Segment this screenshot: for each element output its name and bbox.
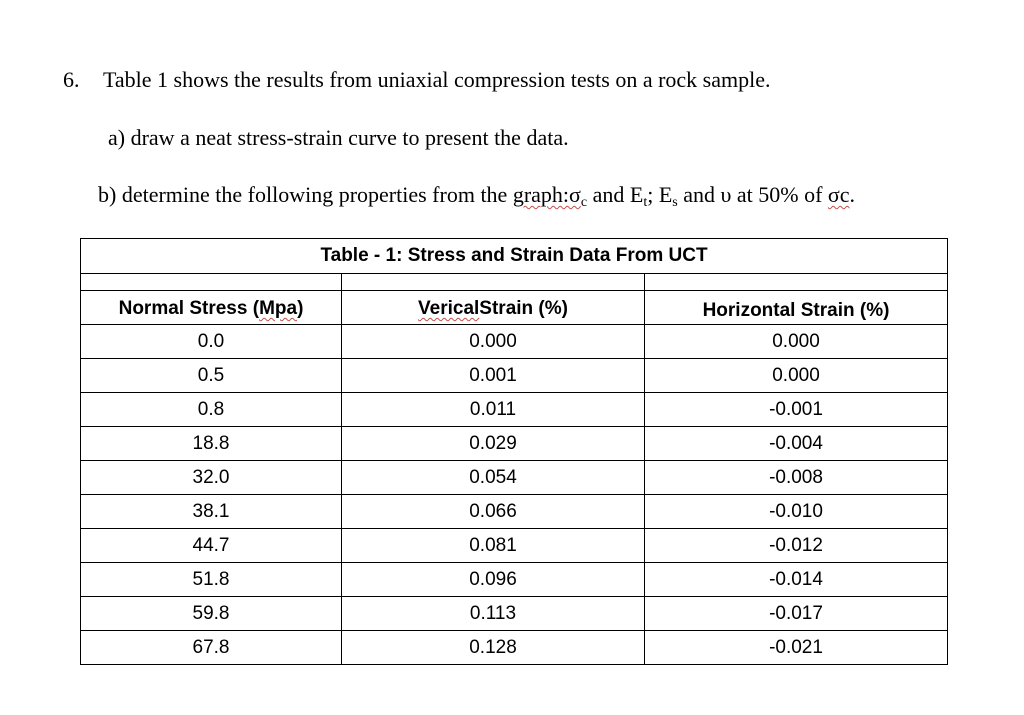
question-number: 6. <box>63 67 80 92</box>
cell-vertical-strain: 0.113 <box>342 597 645 631</box>
header-horizontal-strain: Horizontal Strain (%) <box>645 291 948 325</box>
cell-vertical-strain: 0.011 <box>342 393 645 427</box>
part-b-graph-word: $graph:\sigma_c$ <box>512 182 588 210</box>
cell-horizontal-strain: -0.010 <box>645 495 948 529</box>
part-b-sep: ; E <box>647 182 673 207</box>
cell-normal-stress: 59.8 <box>81 597 342 631</box>
cell-normal-stress: 32.0 <box>81 461 342 495</box>
cell-normal-stress: 38.1 <box>81 495 342 529</box>
cell-horizontal-strain: 0.000 <box>645 359 948 393</box>
cell-vertical-strain: 0.029 <box>342 427 645 461</box>
table-row <box>81 359 948 393</box>
cell-normal-stress: 51.8 <box>81 563 342 597</box>
cell-normal-stress: 0.8 <box>81 393 342 427</box>
cell-horizontal-strain: 0.000 <box>645 325 948 359</box>
table-row <box>81 563 948 597</box>
cell-horizontal-strain: -0.004 <box>645 427 948 461</box>
cell-normal-stress: 67.8 <box>81 631 342 665</box>
table-row <box>81 495 948 529</box>
cell-normal-stress: 44.7 <box>81 529 342 563</box>
part-b-prefix: b) determine the following properties from the <box>98 182 513 207</box>
cell-vertical-strain: 0.066 <box>342 495 645 529</box>
part-b-end: . <box>849 182 856 207</box>
table-header-row <box>81 291 948 325</box>
part-b-mid: and υ at 50% of <box>677 182 828 207</box>
table-caption: Table - 1: Stress and Strain Data From UCT <box>81 239 948 274</box>
header-vertical-strain: VericalStrain (%) <box>342 291 645 325</box>
cell-vertical-strain: 0.081 <box>342 529 645 563</box>
cell-horizontal-strain: -0.012 <box>645 529 948 563</box>
cell-vertical-strain: 0.128 <box>342 631 645 665</box>
question-text: Table 1 shows the results from uniaxial compression tests on a rock sample. <box>103 67 771 92</box>
cell-normal-stress: 0.0 <box>81 325 342 359</box>
cell-horizontal-strain: -0.014 <box>645 563 948 597</box>
table-row <box>81 597 948 631</box>
table-row <box>81 631 948 665</box>
cell-horizontal-strain: -0.001 <box>645 393 948 427</box>
uct-data-table <box>80 238 948 665</box>
part-b-sigma-c: σc <box>827 182 850 207</box>
question-part-a: a) draw a neat stress-strain curve to present the data. <box>108 125 569 150</box>
cell-horizontal-strain: -0.021 <box>645 631 948 665</box>
cell-horizontal-strain: -0.017 <box>645 597 948 631</box>
cell-vertical-strain: 0.054 <box>342 461 645 495</box>
cell-vertical-strain: 0.000 <box>342 325 645 359</box>
cell-normal-stress: 0.5 <box>81 359 342 393</box>
part-b-sub-s: s <box>672 195 678 210</box>
table-row <box>81 427 948 461</box>
table-row <box>81 461 948 495</box>
cell-vertical-strain: 0.001 <box>342 359 645 393</box>
cell-vertical-strain: 0.096 <box>342 563 645 597</box>
table-row <box>81 325 948 359</box>
part-b-sub-t: t <box>643 195 648 210</box>
part-b-and-e: and E <box>587 182 644 207</box>
header-normal-stress: Normal Stress (Mpa) <box>81 291 342 325</box>
cell-normal-stress: 18.8 <box>81 427 342 461</box>
question-6-stem <box>63 67 771 93</box>
table-row <box>81 529 948 563</box>
question-part-b <box>98 182 855 208</box>
table-row <box>81 393 948 427</box>
cell-horizontal-strain: -0.008 <box>645 461 948 495</box>
